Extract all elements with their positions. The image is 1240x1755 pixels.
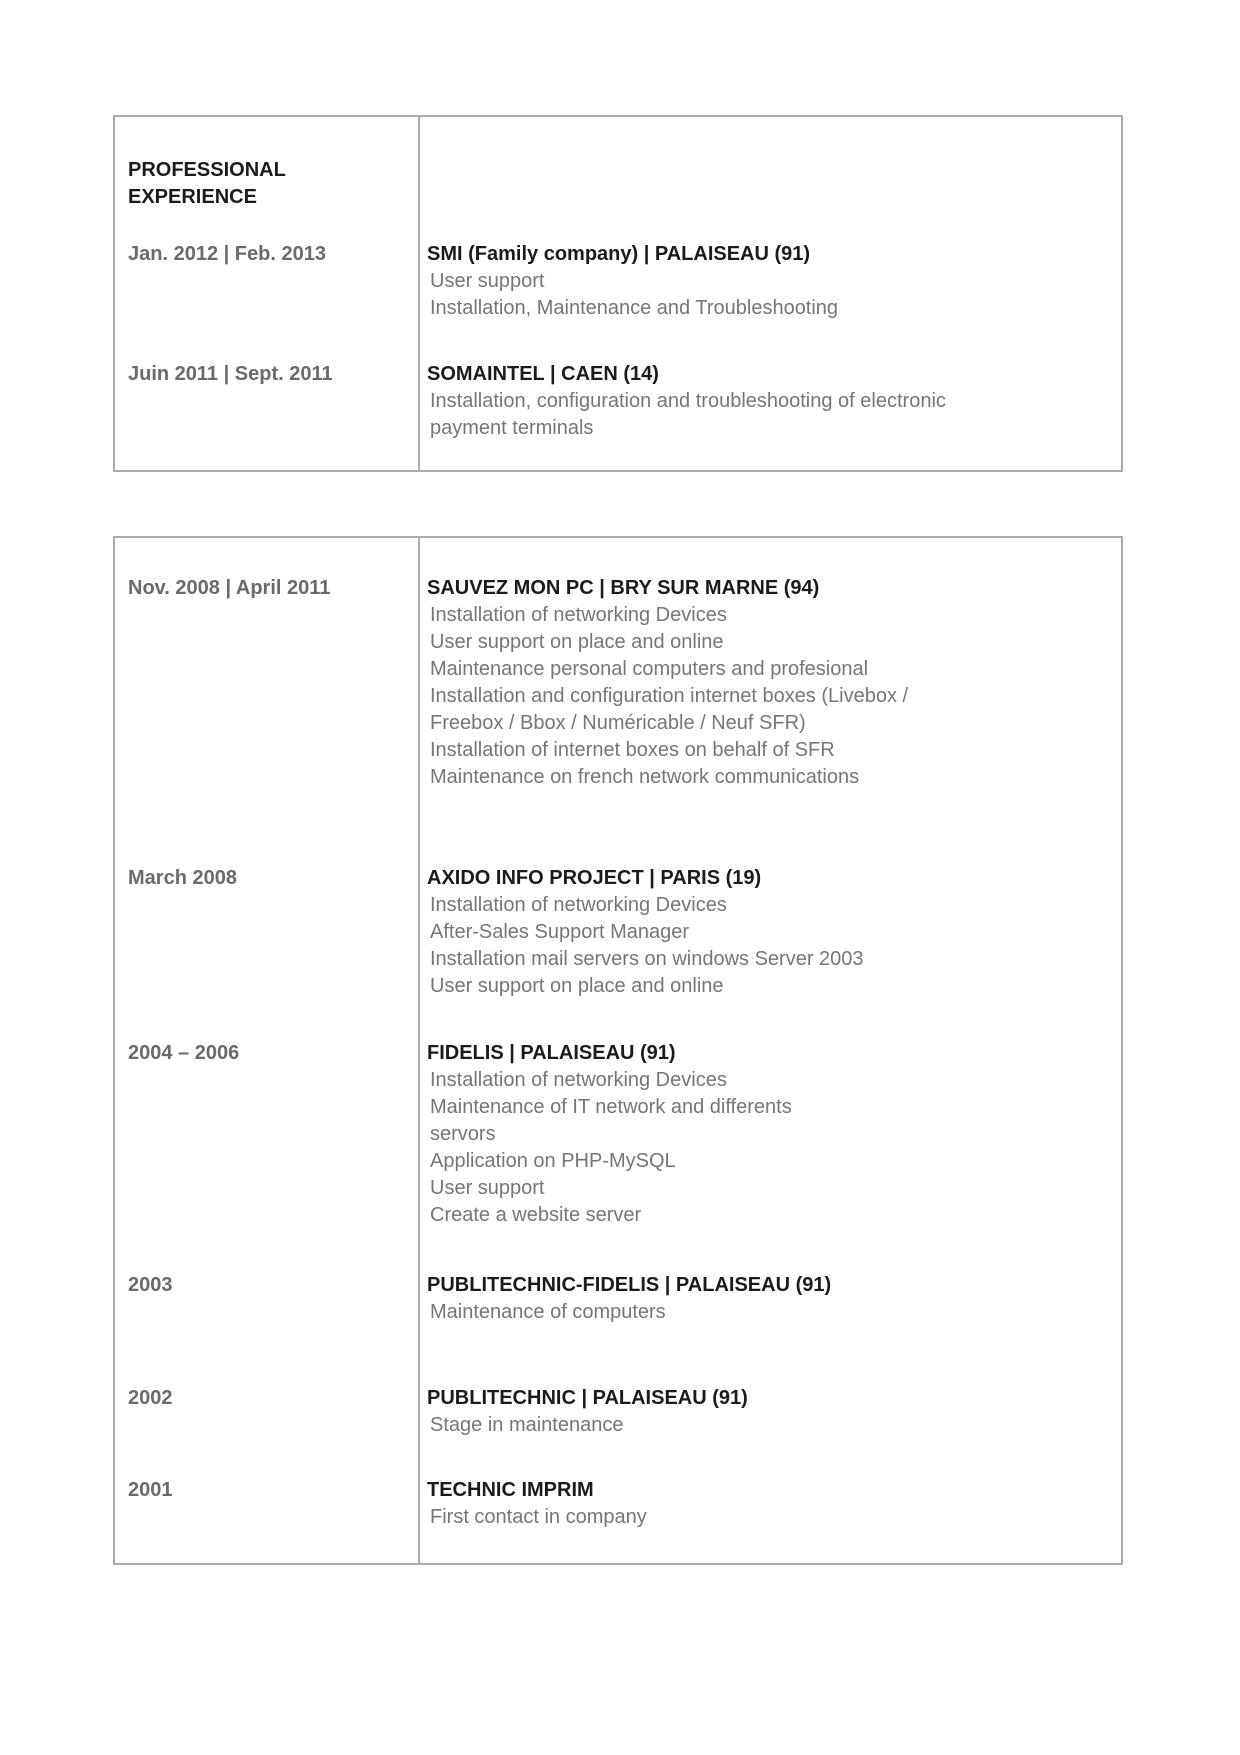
date-range: 2002 — [128, 1387, 173, 1409]
date-range: March 2008 — [128, 867, 237, 889]
detail-line: User support — [430, 1177, 545, 1199]
detail-line: Installation and configuration internet boxes (Livebox / — [430, 685, 909, 707]
detail-line: User support — [430, 270, 545, 292]
table-row — [115, 1229, 1121, 1326]
table-row — [115, 117, 1121, 211]
detail-line: payment terminals — [430, 417, 594, 439]
detail-line: Installation, configuration and troubleshooting of electronic — [430, 390, 946, 412]
company-heading: FIDELIS | PALAISEAU (91) — [427, 1042, 676, 1064]
detail-line: Stage in maintenance — [430, 1414, 624, 1436]
date-range: 2001 — [128, 1479, 173, 1501]
detail-line: User support on place and online — [430, 975, 724, 997]
detail-line: Create a website server — [430, 1204, 642, 1226]
detail-line: After-Sales Support Manager — [430, 921, 690, 943]
table-row — [115, 1439, 1121, 1563]
company-heading: PUBLITECHNIC | PALAISEAU (91) — [427, 1387, 748, 1409]
detail-line: Application on PHP-MySQL — [430, 1150, 676, 1172]
professional-experience-title: PROFESSIONAL EXPERIENCE — [128, 159, 286, 208]
detail-line: servors — [430, 1123, 496, 1145]
date-range: Nov. 2008 | April 2011 — [128, 577, 331, 599]
detail-line: Installation, Maintenance and Troubleshooting — [430, 297, 839, 319]
company-heading: AXIDO INFO PROJECT | PARIS (19) — [427, 867, 762, 889]
table-row — [115, 1326, 1121, 1439]
experience-table-top — [113, 115, 1123, 472]
experience-table-bottom — [113, 536, 1123, 1565]
detail-line: User support on place and online — [430, 631, 724, 653]
table-row — [115, 791, 1121, 1000]
detail-line: Installation of internet boxes on behalf of SFR — [430, 739, 835, 761]
detail-line: Installation of networking Devices — [430, 894, 727, 916]
detail-line: Maintenance of computers — [430, 1301, 666, 1323]
table-row — [115, 322, 1121, 470]
company-heading: SAUVEZ MON PC | BRY SUR MARNE (94) — [427, 577, 820, 599]
detail-line: Maintenance of IT network and differents — [430, 1096, 792, 1118]
detail-line: Maintenance personal computers and profesional — [430, 658, 869, 680]
company-heading: SOMAINTEL | CAEN (14) — [427, 363, 659, 385]
detail-line: Freebox / Bbox / Numéricable / Neuf SFR) — [430, 712, 806, 734]
table-row — [115, 211, 1121, 322]
date-range: 2003 — [128, 1274, 173, 1296]
detail-line: First contact in company — [430, 1506, 647, 1528]
detail-line: Installation of networking Devices — [430, 1069, 727, 1091]
date-range: 2004 – 2006 — [128, 1042, 240, 1064]
company-heading: TECHNIC IMPRIM — [427, 1479, 594, 1501]
date-range: Juin 2011 | Sept. 2011 — [128, 363, 333, 385]
table-row — [115, 538, 1121, 791]
date-range: Jan. 2012 | Feb. 2013 — [128, 243, 326, 265]
empty-cell — [420, 117, 1121, 211]
company-heading: PUBLITECHNIC-FIDELIS | PALAISEAU (91) — [427, 1274, 832, 1296]
table-row — [115, 1000, 1121, 1229]
detail-line: Maintenance on french network communications — [430, 766, 860, 788]
detail-line: Installation mail servers on windows Server 2003 — [430, 948, 864, 970]
detail-line: Installation of networking Devices — [430, 604, 727, 626]
company-heading: SMI (Family company) | PALAISEAU (91) — [427, 243, 811, 265]
